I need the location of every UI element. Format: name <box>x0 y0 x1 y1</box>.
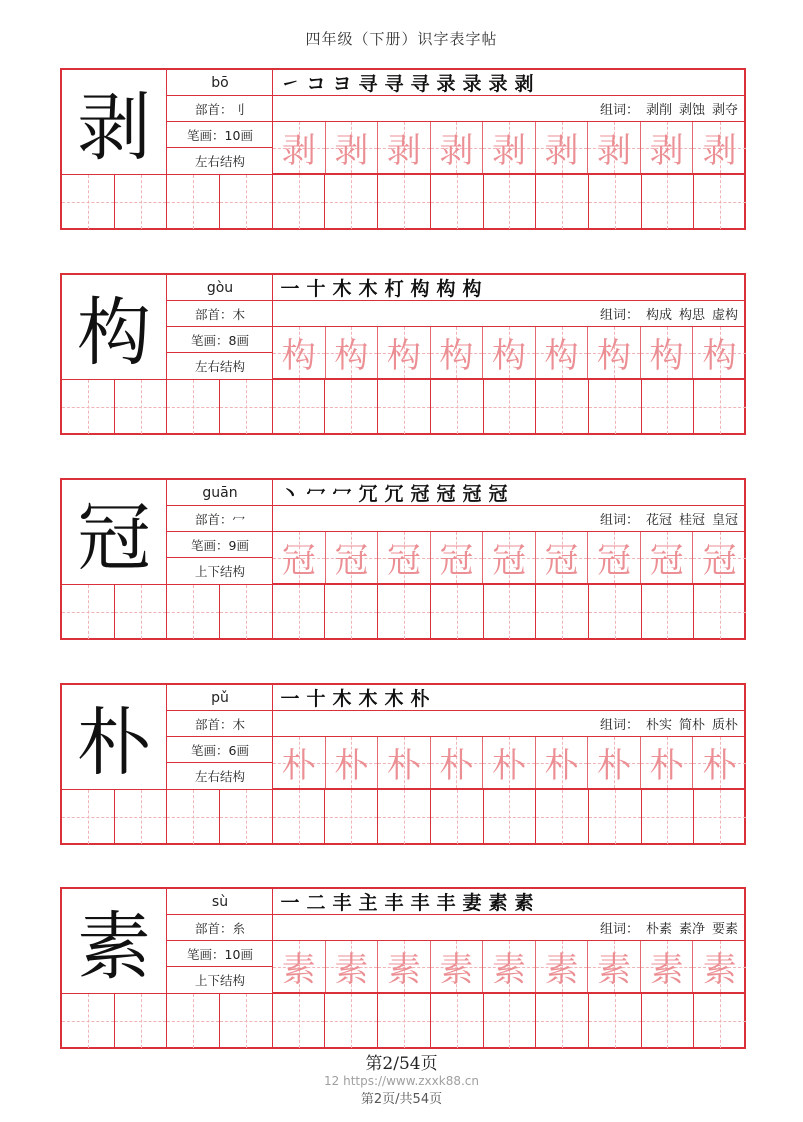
stroke-step: 朴 <box>410 688 430 710</box>
practice-cell[interactable] <box>378 175 431 229</box>
trace-character: 剥 <box>702 131 737 171</box>
trace-cell <box>588 941 641 992</box>
practice-cell[interactable] <box>484 175 537 229</box>
practice-cell[interactable] <box>484 585 537 639</box>
words-label: 组词： <box>599 718 639 733</box>
stroke-step: 寻 <box>410 73 430 95</box>
pinyin: pǔ <box>167 685 273 711</box>
practice-cell[interactable] <box>484 380 537 434</box>
trace-cell <box>378 941 431 992</box>
trace-row <box>273 532 746 584</box>
practice-cell[interactable] <box>220 790 273 844</box>
trace-character: 素 <box>649 950 684 990</box>
trace-cell <box>273 327 326 378</box>
radical: 部首：木 <box>167 711 273 737</box>
trace-cell <box>693 737 746 788</box>
trace-cell <box>431 941 484 992</box>
trace-character: 朴 <box>281 746 316 786</box>
trace-cell <box>431 737 484 788</box>
model-character: 构 <box>62 275 167 379</box>
practice-block <box>60 273 746 435</box>
trace-cell <box>378 737 431 788</box>
page-title: 四年级（下册）识字表字帖 <box>305 30 498 48</box>
stroke-step: 冠 <box>462 483 482 505</box>
practice-cell[interactable] <box>642 175 695 229</box>
stroke-step: 冠 <box>410 483 430 505</box>
practice-cell[interactable] <box>115 380 168 434</box>
trace-character: 剥 <box>281 131 316 171</box>
practice-cell[interactable] <box>536 790 589 844</box>
practice-cell[interactable] <box>536 585 589 639</box>
trace-character: 剥 <box>544 131 579 171</box>
words-label: 组词： <box>599 513 639 528</box>
trace-cell <box>378 122 431 173</box>
trace-cell <box>641 941 694 992</box>
trace-cell <box>641 122 694 173</box>
trace-cell <box>536 327 589 378</box>
trace-cell <box>693 327 746 378</box>
practice-cell[interactable] <box>589 585 642 639</box>
trace-cell <box>326 532 379 583</box>
model-character: 冠 <box>62 480 167 584</box>
practice-cell[interactable] <box>536 175 589 229</box>
words-label: 组词： <box>599 308 639 323</box>
trace-character: 素 <box>386 950 421 990</box>
practice-cell[interactable] <box>167 585 220 639</box>
trace-cell <box>536 532 589 583</box>
stroke-step: 木 <box>384 688 404 710</box>
stroke-step: 冠 <box>436 483 456 505</box>
word-example: 皇冠 <box>711 513 738 528</box>
practice-cell[interactable] <box>167 994 220 1048</box>
practice-cell[interactable] <box>220 175 273 229</box>
trace-character: 冠 <box>439 541 474 581</box>
practice-cell[interactable] <box>484 790 537 844</box>
trace-cell <box>326 327 379 378</box>
model-character: 素 <box>62 889 167 993</box>
trace-cell <box>326 737 379 788</box>
practice-cell[interactable] <box>694 585 746 639</box>
trace-cell <box>641 532 694 583</box>
practice-cell[interactable] <box>536 380 589 434</box>
stroke-step: 二 <box>306 892 326 914</box>
trace-character: 朴 <box>386 746 421 786</box>
trace-character: 素 <box>334 950 369 990</box>
practice-cell[interactable] <box>431 380 484 434</box>
trace-character: 素 <box>597 950 632 990</box>
stroke-step: 冠 <box>488 483 508 505</box>
trace-cell <box>483 327 536 378</box>
trace-character: 构 <box>439 336 474 376</box>
trace-cell <box>273 737 326 788</box>
practice-cell[interactable] <box>431 994 484 1048</box>
stroke-count: 笔画：10画 <box>167 941 273 967</box>
stroke-step: 录 <box>436 73 456 95</box>
trace-character: 构 <box>649 336 684 376</box>
sub-page-number: 第2页/共54页 <box>360 1092 443 1107</box>
stroke-step: 录 <box>462 73 482 95</box>
trace-cell <box>641 737 694 788</box>
trace-character: 冠 <box>649 541 684 581</box>
stroke-step: 寻 <box>358 73 378 95</box>
stroke-step: ヨ <box>332 73 352 95</box>
stroke-step: 主 <box>358 892 378 914</box>
trace-cell <box>431 327 484 378</box>
pinyin: sù <box>167 889 273 915</box>
trace-cell <box>641 327 694 378</box>
stroke-step: 构 <box>462 278 482 300</box>
word-example: 质朴 <box>711 718 738 733</box>
stroke-step: 素 <box>514 892 534 914</box>
practice-cell[interactable] <box>694 790 746 844</box>
trace-character: 剥 <box>597 131 632 171</box>
practice-cell[interactable] <box>115 585 168 639</box>
practice-cell[interactable] <box>220 585 273 639</box>
practice-cell[interactable] <box>325 790 378 844</box>
words-label: 组词： <box>599 103 639 118</box>
stroke-step: 冖 <box>306 483 326 505</box>
trace-character: 素 <box>491 950 526 990</box>
trace-cell <box>326 122 379 173</box>
practice-cell[interactable] <box>642 790 695 844</box>
stroke-step: 木 <box>332 278 352 300</box>
trace-cell <box>483 532 536 583</box>
trace-character: 朴 <box>702 746 737 786</box>
trace-cell <box>693 122 746 173</box>
trace-cell <box>378 532 431 583</box>
stroke-step: 丰 <box>410 892 430 914</box>
practice-cell[interactable] <box>325 175 378 229</box>
stroke-step: 素 <box>488 892 508 914</box>
model-character: 剥 <box>62 70 167 174</box>
practice-cell[interactable] <box>642 380 695 434</box>
word-example: 朴素 <box>645 922 672 937</box>
word-example: 要素 <box>711 922 738 937</box>
trace-character: 冠 <box>334 541 369 581</box>
character-info <box>167 889 273 993</box>
trace-cell <box>326 941 379 992</box>
trace-cell <box>483 737 536 788</box>
practice-block <box>60 683 746 845</box>
stroke-step: 构 <box>410 278 430 300</box>
practice-cell[interactable] <box>378 380 431 434</box>
stroke-step: ㇀ <box>280 73 300 95</box>
practice-cell[interactable] <box>378 790 431 844</box>
stroke-step: 构 <box>436 278 456 300</box>
practice-cell[interactable] <box>536 994 589 1048</box>
trace-character: 素 <box>439 950 474 990</box>
stroke-step: 录 <box>488 73 508 95</box>
practice-grid-row <box>62 584 746 638</box>
trace-row <box>273 122 746 174</box>
trace-cell <box>536 941 589 992</box>
practice-cell[interactable] <box>220 380 273 434</box>
stroke-count: 笔画：8画 <box>167 327 273 353</box>
structure: 左右结构 <box>194 359 245 374</box>
stroke-step: 冗 <box>384 483 404 505</box>
word-example: 剥夺 <box>711 103 738 118</box>
practice-cell[interactable] <box>273 790 326 844</box>
pinyin: gòu <box>167 275 273 301</box>
stroke-order <box>273 480 746 506</box>
structure: 上下结构 <box>194 973 245 988</box>
stroke-step: 冖 <box>332 483 352 505</box>
trace-character: 构 <box>702 336 737 376</box>
trace-cell <box>378 327 431 378</box>
word-examples <box>273 711 746 737</box>
pinyin: bō <box>167 70 273 96</box>
stroke-step: 木 <box>358 278 378 300</box>
structure: 左右结构 <box>194 769 245 784</box>
practice-cell[interactable] <box>694 994 746 1048</box>
trace-character: 朴 <box>491 746 526 786</box>
word-example: 简朴 <box>678 718 705 733</box>
stroke-step: 木 <box>332 688 352 710</box>
word-example: 虚构 <box>711 308 738 323</box>
stroke-step: 丰 <box>332 892 352 914</box>
radical: 部首：刂 <box>167 96 273 122</box>
stroke-step: 丰 <box>384 892 404 914</box>
words-label: 组词： <box>599 922 639 937</box>
practice-cell[interactable] <box>694 380 746 434</box>
word-examples <box>273 506 746 532</box>
stroke-step: 冗 <box>358 483 378 505</box>
trace-character: 剥 <box>334 131 369 171</box>
stroke-step: 一 <box>280 278 300 300</box>
trace-cell <box>693 941 746 992</box>
trace-cell <box>536 737 589 788</box>
stroke-step: 十 <box>306 278 326 300</box>
word-examples <box>273 301 746 327</box>
practice-cell[interactable] <box>167 380 220 434</box>
stroke-order <box>273 275 746 301</box>
practice-cell[interactable] <box>62 585 115 639</box>
stroke-order <box>273 685 746 711</box>
trace-cell <box>273 122 326 173</box>
stroke-step: 一 <box>280 688 300 710</box>
practice-cell[interactable] <box>167 790 220 844</box>
practice-cell[interactable] <box>431 175 484 229</box>
stroke-step: 妻 <box>462 892 482 914</box>
stroke-count: 笔画：9画 <box>167 532 273 558</box>
trace-cell <box>693 532 746 583</box>
trace-character: 剥 <box>649 131 684 171</box>
trace-cell <box>588 327 641 378</box>
trace-cell <box>273 532 326 583</box>
radical: 部首：糸 <box>167 915 273 941</box>
trace-character: 构 <box>544 336 579 376</box>
trace-cell <box>588 737 641 788</box>
trace-row <box>273 941 746 993</box>
structure: 左右结构 <box>194 154 245 169</box>
word-example: 剥削 <box>645 103 672 118</box>
trace-character: 素 <box>544 950 579 990</box>
word-example: 朴实 <box>645 718 672 733</box>
word-example: 构思 <box>678 308 705 323</box>
trace-character: 朴 <box>649 746 684 786</box>
radical: 部首：木 <box>167 301 273 327</box>
pinyin: guān <box>167 480 273 506</box>
trace-character: 朴 <box>439 746 474 786</box>
practice-cell[interactable] <box>273 175 326 229</box>
trace-cell <box>588 122 641 173</box>
page-number: 第2/54页 <box>365 1054 438 1074</box>
trace-row <box>273 737 746 789</box>
practice-cell[interactable] <box>484 994 537 1048</box>
stroke-step: 十 <box>306 688 326 710</box>
trace-character: 朴 <box>334 746 369 786</box>
stroke-order <box>273 889 746 915</box>
trace-character: 冠 <box>386 541 421 581</box>
trace-character: 朴 <box>597 746 632 786</box>
practice-cell[interactable] <box>325 994 378 1048</box>
trace-character: 构 <box>386 336 421 376</box>
trace-character: 冠 <box>544 541 579 581</box>
trace-cell <box>431 122 484 173</box>
radical: 部首：冖 <box>167 506 273 532</box>
practice-block <box>60 68 746 230</box>
practice-cell[interactable] <box>62 380 115 434</box>
trace-character: 冠 <box>597 541 632 581</box>
word-examples <box>273 915 746 941</box>
character-info <box>167 275 273 379</box>
model-character: 朴 <box>62 685 167 789</box>
stroke-step: 朾 <box>384 278 404 300</box>
practice-cell[interactable] <box>62 790 115 844</box>
trace-character: 剥 <box>386 131 421 171</box>
trace-character: 素 <box>702 950 737 990</box>
word-example: 桂冠 <box>678 513 705 528</box>
character-info <box>167 685 273 789</box>
trace-cell <box>536 122 589 173</box>
character-info <box>167 480 273 584</box>
trace-character: 构 <box>491 336 526 376</box>
practice-cell[interactable] <box>62 994 115 1048</box>
practice-cell[interactable] <box>325 585 378 639</box>
trace-character: 构 <box>597 336 632 376</box>
trace-cell <box>483 122 536 173</box>
trace-character: 素 <box>281 950 316 990</box>
stroke-step: 木 <box>358 688 378 710</box>
practice-cell[interactable] <box>589 790 642 844</box>
practice-cell[interactable] <box>115 790 168 844</box>
trace-cell <box>483 941 536 992</box>
stroke-step: 剥 <box>514 73 534 95</box>
practice-block <box>60 478 746 640</box>
practice-cell[interactable] <box>378 585 431 639</box>
practice-cell[interactable] <box>167 175 220 229</box>
stroke-step: 寻 <box>384 73 404 95</box>
word-example: 花冠 <box>645 513 672 528</box>
stroke-step: 丶 <box>280 483 300 505</box>
practice-grid-row <box>62 379 746 433</box>
trace-character: 朴 <box>544 746 579 786</box>
practice-cell[interactable] <box>220 994 273 1048</box>
structure: 上下结构 <box>194 564 245 579</box>
stroke-count: 笔画：10画 <box>167 122 273 148</box>
word-example: 剥蚀 <box>678 103 705 118</box>
practice-cell[interactable] <box>589 994 642 1048</box>
practice-cell[interactable] <box>115 994 168 1048</box>
practice-grid-row <box>62 993 746 1047</box>
practice-cell[interactable] <box>325 380 378 434</box>
practice-cell[interactable] <box>273 994 326 1048</box>
word-example: 构成 <box>645 308 672 323</box>
trace-character: 剥 <box>439 131 474 171</box>
practice-grid-row <box>62 174 746 228</box>
trace-character: 冠 <box>702 541 737 581</box>
trace-cell <box>431 532 484 583</box>
practice-grid-row <box>62 789 746 843</box>
trace-cell <box>588 532 641 583</box>
practice-cell[interactable] <box>694 175 746 229</box>
trace-cell <box>273 941 326 992</box>
trace-character: 冠 <box>491 541 526 581</box>
practice-cell[interactable] <box>378 994 431 1048</box>
trace-character: 构 <box>334 336 369 376</box>
word-examples <box>273 96 746 122</box>
practice-cell[interactable] <box>589 380 642 434</box>
practice-cell[interactable] <box>431 585 484 639</box>
stroke-order <box>273 70 746 96</box>
trace-character: 剥 <box>491 131 526 171</box>
word-example: 素净 <box>678 922 705 937</box>
trace-row <box>273 327 746 379</box>
practice-block <box>60 887 746 1049</box>
stroke-step: 一 <box>280 892 300 914</box>
stroke-step: 丰 <box>436 892 456 914</box>
practice-cell[interactable] <box>642 585 695 639</box>
practice-cell[interactable] <box>642 994 695 1048</box>
practice-cell[interactable] <box>431 790 484 844</box>
stroke-count: 笔画：6画 <box>167 737 273 763</box>
practice-cell[interactable] <box>273 380 326 434</box>
practice-cell[interactable] <box>115 175 168 229</box>
practice-cell[interactable] <box>589 175 642 229</box>
practice-cell[interactable] <box>62 175 115 229</box>
trace-character: 构 <box>281 336 316 376</box>
character-info <box>167 70 273 174</box>
site-watermark: 12 https://www.zxxk88.cn <box>324 1074 479 1088</box>
stroke-step: コ <box>306 73 326 95</box>
trace-character: 冠 <box>281 541 316 581</box>
practice-cell[interactable] <box>273 585 326 639</box>
